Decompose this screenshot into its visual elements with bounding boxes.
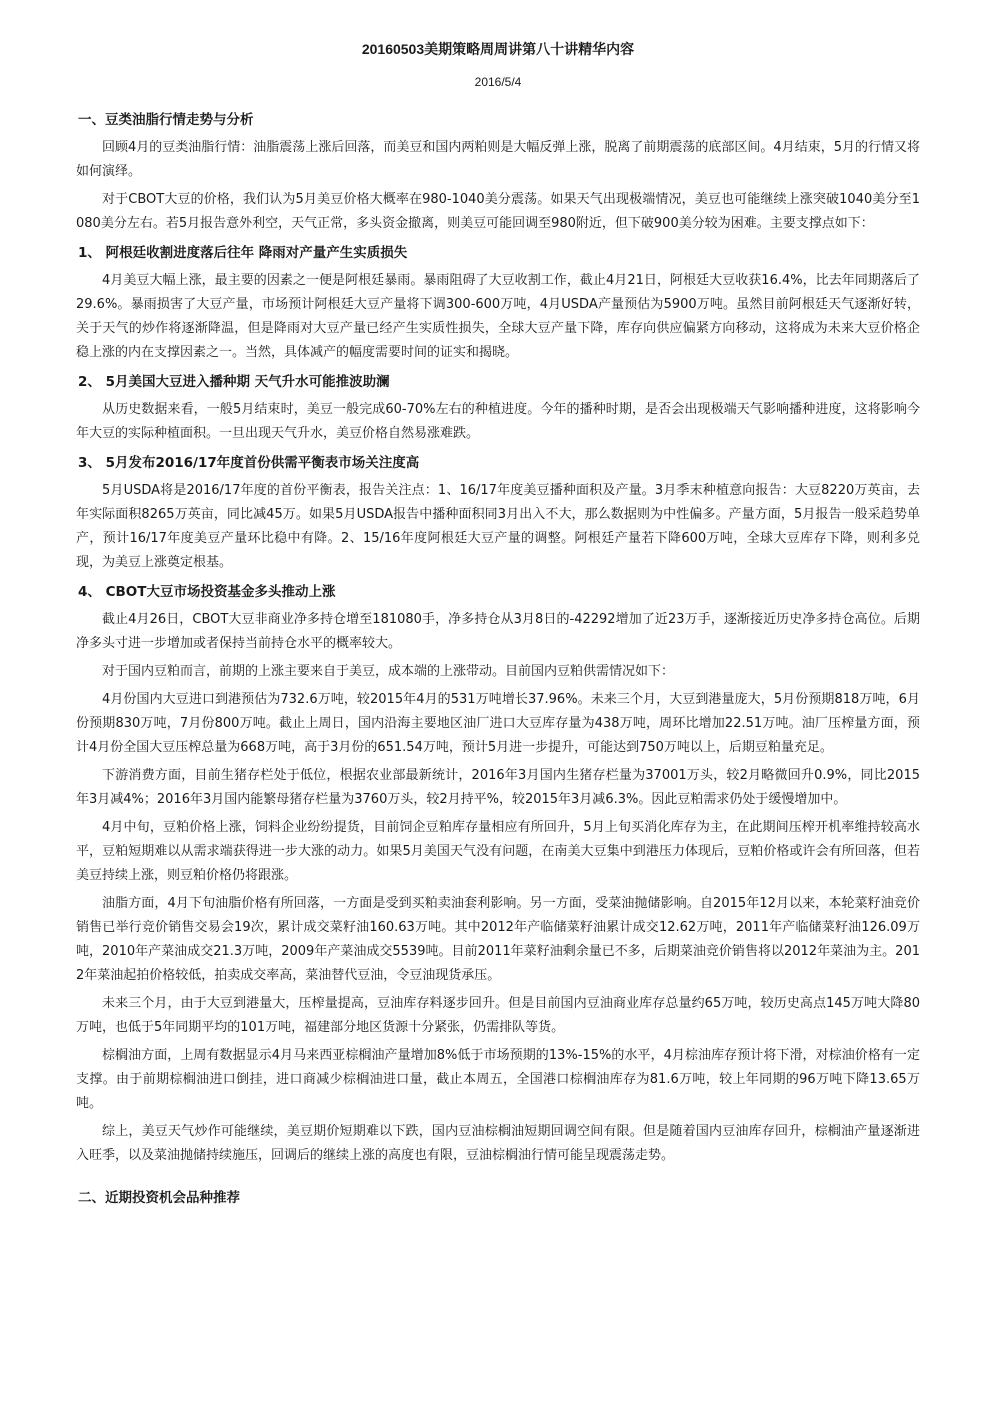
paragraph-planting: 从历史数据来看，一般5月结束时，美豆一般完成60-70%左右的种植进度。今年的播种时期，是否会出现极端天气影响播种进度，这将影响今年大豆的实际种植面积。一旦出现天气升水，美豆价格自然易涨难跌。 — [76, 402, 920, 441]
point-heading-planting: 2、 5月美国大豆进入播种期 天气升水可能推波助澜 — [78, 374, 390, 390]
point-heading-argentina: 1、 阿根廷收割进度落后往年 降雨对产量产生实质损失 — [78, 245, 408, 261]
document-page — [76, 40, 920, 1210]
paragraph-argentina: 4月美豆大幅上涨，最主要的因素之一便是阿根廷暴雨。暴雨阻碍了大豆收割工作，截止4月21日，阿根廷大豆收获16.4%，比去年同期落后了29.6%。暴雨损害了大豆产量，市场预计阿根廷大豆产量将下调300-600万吨，4月USDA产量预估为5900万吨。虽然目前阿根廷天气逐渐好转，关于天气的炒作将逐渐降温，但是降雨对大豆产量已经产生实质性损失，全球大豆产量下降，库存向供应偏紧方向移动，这将成为未来大豆价格企稳上涨的内在支撑因素之一。当然，具体减产的幅度需要时间的证实和揭晓。 — [76, 273, 920, 360]
paragraph-usda-report: 5月USDA将是2016/17年度的首份平衡表，报告关注点：1、16/17年度美豆播种面积及产量。3月季末种植意向报告：大豆8220万英亩，去年实际面积8265万英亩，同比减45万。如果5月USDA报告中播种面积同3月出入不大，那么数据则为中性偏多。产量方面，5月报告一般采趋势单产，预计16/17年度美豆产量环比稳中有降。2、15/16年度阿根廷大豆产量的调整。阿根廷产量若下降600万吨，全球大豆库存下降，则利多兑现，为美豆上涨奠定根基。 — [76, 483, 920, 570]
paragraph-soyoil-stocks: 未来三个月，由于大豆到港量大，压榨量提高，豆油库存料逐步回升。但是目前国内豆油商业库存总量约65万吨，较历史高点145万吨大降80万吨，也低于5年同期平均的101万吨，福建部分地区货源十分紧张，仍需排队等货。 — [76, 996, 920, 1035]
paragraph-review: 回顾4月的豆类油脂行情：油脂震荡上涨后回落，而美豆和国内两粕则是大幅反弹上涨，脱离了前期震荡的底部区间。4月结束，5月的行情又将如何演绎。 — [76, 140, 920, 179]
paragraph-summary: 综上，美豆天气炒作可能继续，美豆期价短期难以下跌，国内豆油棕榈油短期回调空间有限。但是随着国内豆油库存回升，棕榈油产量逐渐进入旺季，以及菜油抛储持续施压，回调后的继续上涨的高度也有限，豆油棕榈油行情可能呈现震荡走势。 — [76, 1124, 920, 1163]
document-date: 2016/5/4 — [474, 75, 522, 89]
paragraph-domestic-meal: 对于国内豆粕而言，前期的上涨主要来自于美豆，成本端的上涨带动。目前国内豆粕供需情况如下： — [102, 664, 675, 679]
paragraph-palm-oil: 棕榈油方面，上周有数据显示4月马来西亚棕榈油产量增加8%低于市场预期的13%-15%的水平，4月棕油库存预计将下滑，对棕油价格有一定支撑。由于前期棕榈油进口倒挂，进口商减少棕榈油进口量，截止本周五，全国港口棕榈油库存为81.6万吨，较上年同期的96万吨下降13.65万吨。 — [76, 1048, 920, 1111]
section-heading-market-analysis: 一、豆类油脂行情走势与分析 — [78, 112, 254, 128]
paragraph-hog-demand: 下游消费方面，目前生猪存栏处于低位，根据农业部最新统计，2016年3月国内生猪存栏量为37001万头，较2月略微回升0.9%，同比2015年3月减4%；2016年3月国内能繁母猪存栏量为3760万头，较2月持平%，较2015年3月减6.3%。因此豆粕需求仍处于缓慢增加中。 — [76, 768, 920, 807]
point-heading-usda-report: 3、 5月发布2016/17年度首份供需平衡表市场关注度高 — [78, 455, 420, 471]
paragraph-fund-positions: 截止4月26日，CBOT大豆非商业净多持仓增至181080手，净多持仓从3月8日的-42292增加了近23万手，逐渐接近历史净多持仓高位。后期净多头寸进一步增加或者保持当前持仓水平的概率较大。 — [76, 612, 920, 651]
paragraph-imports: 4月份国内大豆进口到港预估为732.6万吨，较2015年4月的531万吨增长37.96%。未来三个月，大豆到港量庞大，5月份预期818万吨，6月份预期830万吨，7月份800万吨。截止上周日，国内沿海主要地区油厂进口大豆库存量为438万吨，周环比增加22.51万吨。油厂压榨量方面，预计4月份全国大豆压榨总量为668万吨，高于3月份的651.54万吨，预计5月进一步提升，可能达到750万吨以上，后期豆粕量充足。 — [76, 692, 920, 755]
paragraph-cbot-outlook: 对于CBOT大豆的价格，我们认为5月美豆价格大概率在980-1040美分震荡。如果天气出现极端情况，美豆也可能继续上涨突破1040美分至1080美分左右。若5月报告意外利空，天气正常，多头资金撤离，则美豆可能回调至980附近，但下破900美分较为困难。主要支撑点如下： — [76, 192, 920, 231]
paragraph-oils: 油脂方面，4月下旬油脂价格有所回落，一方面是受到买粕卖油套利影响。另一方面，受菜油抛储影响。自2015年12月以来，本轮菜籽油竞价销售已举行竞价销售交易会19次，累计成交菜籽油160.63万吨。其中2012年产临储菜籽油累计成交12.62万吨，2011年产临储菜籽油126.09万吨，2010年产菜油成交21.3万吨，2009年产菜油成交5539吨。目前2011年菜籽油剩余量已不多，后期菜油竞价销售将以2012年菜油为主。2012年菜油起拍价格较低，拍卖成交率高，菜油替代豆油，令豆油现货承压。 — [76, 896, 920, 983]
section-heading-recommendations: 二、近期投资机会品种推荐 — [78, 1190, 240, 1206]
document-title: 20160503美期策略周周讲第八十讲精华内容 — [361, 41, 635, 57]
point-heading-fund-positions: 4、 CBOT大豆市场投资基金多头推动上涨 — [78, 584, 336, 600]
paragraph-meal-inventory: 4月中旬，豆粕价格上涨，饲料企业纷纷提货，目前饲企豆粕库存量相应有所回升，5月上旬买消化库存为主，在此期间压榨开机率维持较高水平，豆粕短期难以从需求端获得进一步大涨的动力。如果5月美国天气没有问题，在南美大豆集中到港压力体现后，豆粕价格或许会有所回落，但若美豆持续上涨，则豆粕价格仍将跟涨。 — [76, 820, 920, 883]
